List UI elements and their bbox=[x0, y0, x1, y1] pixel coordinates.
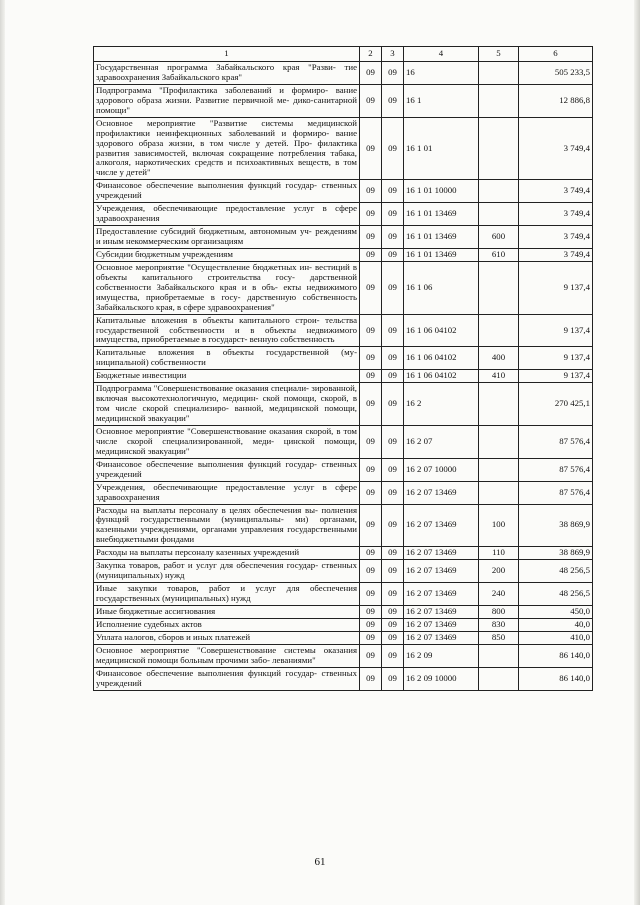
section-code-cell: 09 bbox=[360, 605, 382, 618]
expense-type-cell bbox=[479, 383, 519, 426]
row-name-cell: Основное мероприятие "Совершенствование оказания скорой, в том числе скорой специализированной, меди- цинской помощи, медицинской эвакуации" bbox=[94, 425, 360, 458]
table-row bbox=[94, 458, 593, 481]
subsection-code-cell: 09 bbox=[382, 583, 404, 606]
table-row bbox=[94, 370, 593, 383]
row-name-cell: Основное мероприятие "Развитие системы медицинской профилактики неинфекционных заболеваний и формиро- вание здорового образа жизни, в том числе у детей. Про- филактика развития зависимостей, включая сокращение потребления табака, алкоголя, наркотических средств и психоактивных веществ, в том числе у детей" bbox=[94, 117, 360, 180]
subsection-code-cell: 09 bbox=[382, 504, 404, 547]
row-name-cell: Финансовое обеспечение выполнения функций государ- ственных учреждений bbox=[94, 180, 360, 203]
amount-cell: 3 749,4 bbox=[519, 248, 593, 261]
row-name-cell: Подпрограмма "Совершенствование оказания специали- зированной, включая высокотехнологичную, медицин- ской помощи, скорой, в том числе скорой специализиро- ванной, медицинской помощи, медицинской эвакуации" bbox=[94, 383, 360, 426]
amount-cell: 9 137,4 bbox=[519, 314, 593, 347]
section-code-cell: 09 bbox=[360, 314, 382, 347]
amount-cell: 9 137,4 bbox=[519, 370, 593, 383]
amount-cell: 410,0 bbox=[519, 631, 593, 644]
amount-cell: 9 137,4 bbox=[519, 347, 593, 370]
row-name-cell: Исполнение судебных актов bbox=[94, 618, 360, 631]
section-code-cell: 09 bbox=[360, 425, 382, 458]
section-code-cell: 09 bbox=[360, 203, 382, 226]
table-row bbox=[94, 631, 593, 644]
expense-type-cell: 830 bbox=[479, 618, 519, 631]
table-row bbox=[94, 560, 593, 583]
expense-type-cell: 110 bbox=[479, 547, 519, 560]
expense-type-cell bbox=[479, 261, 519, 314]
row-name-cell: Расходы на выплаты персоналу в целях обеспечения вы- полнения функций государственными (муниципальны- ми) органами, казенными учреждениями, органами управления государственными внебюджетными фондами bbox=[94, 504, 360, 547]
subsection-code-cell: 09 bbox=[382, 117, 404, 180]
section-code-cell: 09 bbox=[360, 62, 382, 85]
section-code-cell: 09 bbox=[360, 458, 382, 481]
target-article-cell: 16 2 07 13469 bbox=[404, 481, 479, 504]
section-code-cell: 09 bbox=[360, 631, 382, 644]
table-row bbox=[94, 180, 593, 203]
amount-cell: 38 869,9 bbox=[519, 547, 593, 560]
amount-cell: 86 140,0 bbox=[519, 667, 593, 690]
amount-cell: 12 886,8 bbox=[519, 84, 593, 117]
section-code-cell: 09 bbox=[360, 117, 382, 180]
amount-cell: 38 869,9 bbox=[519, 504, 593, 547]
subsection-code-cell: 09 bbox=[382, 180, 404, 203]
expense-type-cell bbox=[479, 314, 519, 347]
row-name-cell: Подпрограмма "Профилактика заболеваний и формиро- вание здорового образа жизни. Развитие первичной ме- дико-санитарной помощи" bbox=[94, 84, 360, 117]
expense-type-cell bbox=[479, 180, 519, 203]
subsection-code-cell: 09 bbox=[382, 560, 404, 583]
amount-cell: 3 749,4 bbox=[519, 226, 593, 249]
section-code-cell: 09 bbox=[360, 226, 382, 249]
subsection-code-cell: 09 bbox=[382, 261, 404, 314]
expense-type-cell bbox=[479, 203, 519, 226]
row-name-cell: Капитальные вложения в объекты государственной (му- ниципальной) собственности bbox=[94, 347, 360, 370]
target-article-cell: 16 1 06 04102 bbox=[404, 370, 479, 383]
target-article-cell: 16 2 07 13469 bbox=[404, 618, 479, 631]
subsection-code-cell: 09 bbox=[382, 481, 404, 504]
subsection-code-cell: 09 bbox=[382, 347, 404, 370]
expense-type-cell bbox=[479, 644, 519, 667]
amount-cell: 40,0 bbox=[519, 618, 593, 631]
table-header-row bbox=[94, 47, 593, 62]
target-article-cell: 16 1 01 13469 bbox=[404, 248, 479, 261]
amount-cell: 86 140,0 bbox=[519, 644, 593, 667]
subsection-code-cell: 09 bbox=[382, 547, 404, 560]
expense-type-cell: 610 bbox=[479, 248, 519, 261]
amount-cell: 48 256,5 bbox=[519, 583, 593, 606]
section-code-cell: 09 bbox=[360, 84, 382, 117]
row-name-cell: Учреждения, обеспечивающие предоставление услуг в сфере здравоохранения bbox=[94, 481, 360, 504]
subsection-code-cell: 09 bbox=[382, 667, 404, 690]
section-code-cell: 09 bbox=[360, 347, 382, 370]
expense-type-cell bbox=[479, 62, 519, 85]
row-name-cell: Иные закупки товаров, работ и услуг для обеспечения государственных (муниципальных) нужд bbox=[94, 583, 360, 606]
table-row bbox=[94, 203, 593, 226]
expense-type-cell bbox=[479, 458, 519, 481]
target-article-cell: 16 2 07 10000 bbox=[404, 458, 479, 481]
row-name-cell: Учреждения, обеспечивающие предоставление услуг в сфере здравоохранения bbox=[94, 203, 360, 226]
amount-cell: 87 576,4 bbox=[519, 481, 593, 504]
target-article-cell: 16 1 01 10000 bbox=[404, 180, 479, 203]
section-code-cell: 09 bbox=[360, 644, 382, 667]
subsection-code-cell: 09 bbox=[382, 314, 404, 347]
row-name-cell: Бюджетные инвестиции bbox=[94, 370, 360, 383]
table-row bbox=[94, 481, 593, 504]
target-article-cell: 16 2 07 13469 bbox=[404, 605, 479, 618]
target-article-cell: 16 2 07 13469 bbox=[404, 504, 479, 547]
amount-cell: 505 233,5 bbox=[519, 62, 593, 85]
expense-type-cell bbox=[479, 84, 519, 117]
target-article-cell: 16 2 07 13469 bbox=[404, 631, 479, 644]
table-row bbox=[94, 62, 593, 85]
target-article-cell: 16 1 06 04102 bbox=[404, 314, 479, 347]
table-row bbox=[94, 383, 593, 426]
row-name-cell: Финансовое обеспечение выполнения функций государ- ственных учреждений bbox=[94, 667, 360, 690]
section-code-cell: 09 bbox=[360, 248, 382, 261]
table-row bbox=[94, 347, 593, 370]
row-name-cell: Субсидии бюджетным учреждениям bbox=[94, 248, 360, 261]
subsection-code-cell: 09 bbox=[382, 605, 404, 618]
subsection-code-cell: 09 bbox=[382, 62, 404, 85]
subsection-code-cell: 09 bbox=[382, 425, 404, 458]
expense-type-cell bbox=[479, 481, 519, 504]
row-name-cell: Иные бюджетные ассигнования bbox=[94, 605, 360, 618]
row-name-cell: Предоставление субсидий бюджетным, автономным уч- реждениям и иным некоммерческим организациям bbox=[94, 226, 360, 249]
expense-type-cell: 410 bbox=[479, 370, 519, 383]
subsection-code-cell: 09 bbox=[382, 631, 404, 644]
table-row bbox=[94, 618, 593, 631]
expense-type-cell: 240 bbox=[479, 583, 519, 606]
header-cell: 3 bbox=[382, 47, 404, 62]
section-code-cell: 09 bbox=[360, 180, 382, 203]
expense-type-cell: 100 bbox=[479, 504, 519, 547]
section-code-cell: 09 bbox=[360, 504, 382, 547]
target-article-cell: 16 2 07 13469 bbox=[404, 583, 479, 606]
expense-type-cell bbox=[479, 667, 519, 690]
row-name-cell: Государственная программа Забайкальского края "Разви- тие здравоохранения Забайкальского края" bbox=[94, 62, 360, 85]
table-body bbox=[94, 47, 593, 691]
header-cell: 6 bbox=[519, 47, 593, 62]
target-article-cell: 16 2 09 10000 bbox=[404, 667, 479, 690]
amount-cell: 9 137,4 bbox=[519, 261, 593, 314]
table-row bbox=[94, 226, 593, 249]
section-code-cell: 09 bbox=[360, 481, 382, 504]
subsection-code-cell: 09 bbox=[382, 383, 404, 426]
row-name-cell: Основное мероприятие "Совершенствование системы оказания медицинской помощи больным прочими забо- леваниями" bbox=[94, 644, 360, 667]
table-row bbox=[94, 314, 593, 347]
amount-cell: 48 256,5 bbox=[519, 560, 593, 583]
target-article-cell: 16 1 01 13469 bbox=[404, 203, 479, 226]
page-number: 61 bbox=[314, 856, 326, 868]
section-code-cell: 09 bbox=[360, 547, 382, 560]
target-article-cell: 16 2 07 bbox=[404, 425, 479, 458]
row-name-cell: Капитальные вложения в объекты капитального строи- тельства государственной собственности и в объекты недвижимого имущества, приобретаемые в государст- венную собственность bbox=[94, 314, 360, 347]
header-cell: 2 bbox=[360, 47, 382, 62]
amount-cell: 3 749,4 bbox=[519, 117, 593, 180]
table-row bbox=[94, 84, 593, 117]
row-name-cell: Расходы на выплаты персоналу казенных учреждений bbox=[94, 547, 360, 560]
table-row bbox=[94, 583, 593, 606]
table-row bbox=[94, 667, 593, 690]
target-article-cell: 16 1 06 04102 bbox=[404, 347, 479, 370]
amount-cell: 3 749,4 bbox=[519, 203, 593, 226]
header-cell: 5 bbox=[479, 47, 519, 62]
expense-type-cell: 800 bbox=[479, 605, 519, 618]
section-code-cell: 09 bbox=[360, 261, 382, 314]
expense-type-cell: 400 bbox=[479, 347, 519, 370]
scan-edge-left bbox=[0, 0, 5, 905]
table-row bbox=[94, 248, 593, 261]
table-row bbox=[94, 117, 593, 180]
table-row bbox=[94, 261, 593, 314]
table-row bbox=[94, 504, 593, 547]
amount-cell: 87 576,4 bbox=[519, 425, 593, 458]
expense-type-cell: 200 bbox=[479, 560, 519, 583]
target-article-cell: 16 2 07 13469 bbox=[404, 547, 479, 560]
expense-type-cell bbox=[479, 117, 519, 180]
header-cell: 1 bbox=[94, 47, 360, 62]
section-code-cell: 09 bbox=[360, 383, 382, 426]
subsection-code-cell: 09 bbox=[382, 618, 404, 631]
section-code-cell: 09 bbox=[360, 667, 382, 690]
subsection-code-cell: 09 bbox=[382, 84, 404, 117]
target-article-cell: 16 bbox=[404, 62, 479, 85]
target-article-cell: 16 1 06 bbox=[404, 261, 479, 314]
table-row bbox=[94, 605, 593, 618]
subsection-code-cell: 09 bbox=[382, 248, 404, 261]
subsection-code-cell: 09 bbox=[382, 644, 404, 667]
amount-cell: 87 576,4 bbox=[519, 458, 593, 481]
row-name-cell: Закупка товаров, работ и услуг для обеспечения государ- ственных (муниципальных) нужд bbox=[94, 560, 360, 583]
target-article-cell: 16 2 07 13469 bbox=[404, 560, 479, 583]
subsection-code-cell: 09 bbox=[382, 370, 404, 383]
expense-type-cell: 850 bbox=[479, 631, 519, 644]
target-article-cell: 16 1 bbox=[404, 84, 479, 117]
header-cell: 4 bbox=[404, 47, 479, 62]
row-name-cell: Финансовое обеспечение выполнения функций государ- ственных учреждений bbox=[94, 458, 360, 481]
table-row bbox=[94, 644, 593, 667]
section-code-cell: 09 bbox=[360, 618, 382, 631]
subsection-code-cell: 09 bbox=[382, 203, 404, 226]
row-name-cell: Основное мероприятие "Осуществление бюджетных ин- вестиций в объекты капитального строительства госу- дарственной собственности Забайкальского края и в объ- екты недвижимого имущества, приобретаемые в госу- дарственную собственность Забайкальского края, в сфере здравоохранения" bbox=[94, 261, 360, 314]
amount-cell: 270 425,1 bbox=[519, 383, 593, 426]
scan-edge-right bbox=[634, 0, 640, 905]
table-row bbox=[94, 547, 593, 560]
amount-cell: 450,0 bbox=[519, 605, 593, 618]
target-article-cell: 16 1 01 bbox=[404, 117, 479, 180]
row-name-cell: Уплата налогов, сборов и иных платежей bbox=[94, 631, 360, 644]
expense-type-cell: 600 bbox=[479, 226, 519, 249]
target-article-cell: 16 2 bbox=[404, 383, 479, 426]
target-article-cell: 16 2 09 bbox=[404, 644, 479, 667]
section-code-cell: 09 bbox=[360, 560, 382, 583]
subsection-code-cell: 09 bbox=[382, 458, 404, 481]
section-code-cell: 09 bbox=[360, 583, 382, 606]
subsection-code-cell: 09 bbox=[382, 226, 404, 249]
amount-cell: 3 749,4 bbox=[519, 180, 593, 203]
budget-table bbox=[93, 46, 593, 691]
table-row bbox=[94, 425, 593, 458]
target-article-cell: 16 1 01 13469 bbox=[404, 226, 479, 249]
section-code-cell: 09 bbox=[360, 370, 382, 383]
expense-type-cell bbox=[479, 425, 519, 458]
